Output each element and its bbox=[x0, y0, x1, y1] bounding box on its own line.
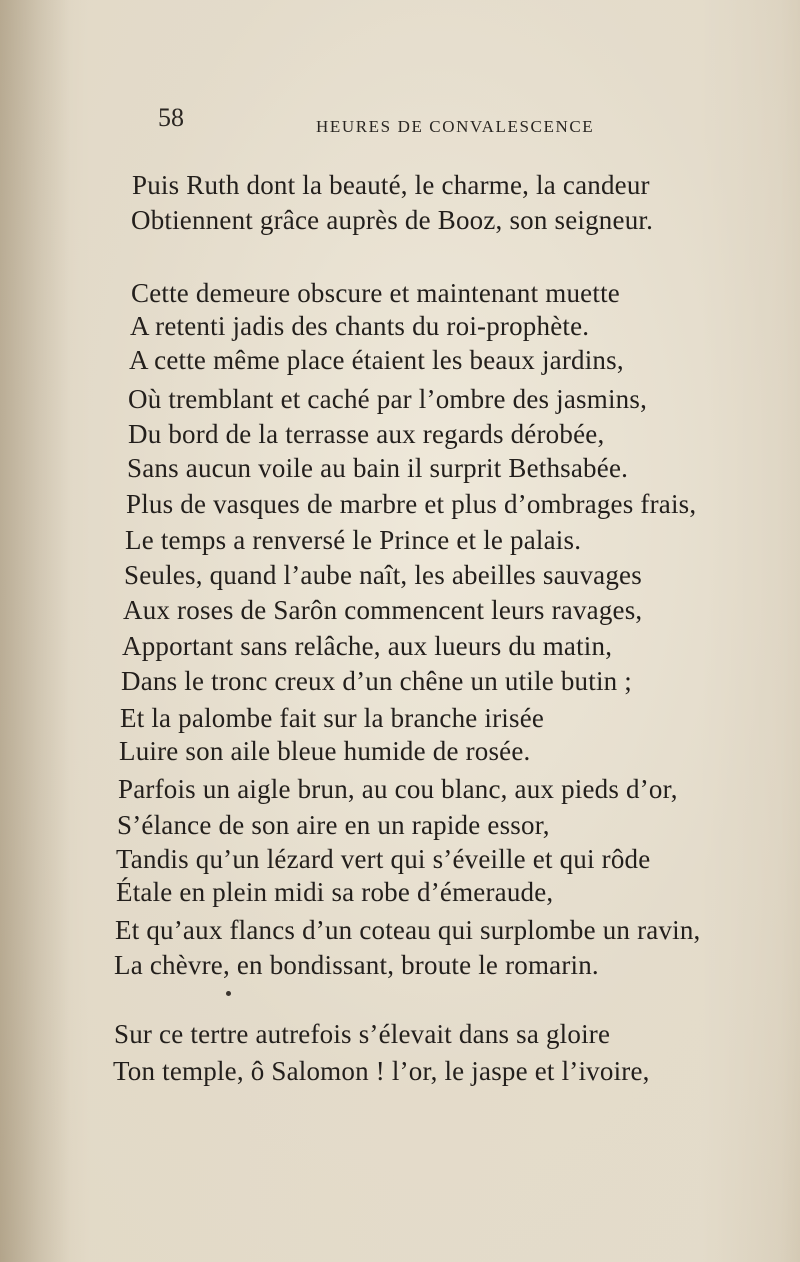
verse-line: Et la palombe fait sur la branche irisée bbox=[120, 703, 545, 733]
running-head: HEURES DE CONVALESCENCE bbox=[316, 117, 595, 136]
page-gutter-shadow bbox=[0, 0, 70, 1262]
verse-line: Aux roses de Sarôn commencent leurs ravages, bbox=[123, 595, 643, 625]
page-header bbox=[150, 103, 620, 139]
verse-line: S’élance de son aire en un rapide essor, bbox=[117, 810, 550, 840]
verse-line: Dans le tronc creux d’un chêne un utile butin ; bbox=[121, 666, 632, 696]
page-number: 58 bbox=[158, 103, 184, 132]
ornament-dot bbox=[226, 991, 231, 996]
verse-line: Apportant sans relâche, aux lueurs du matin, bbox=[122, 631, 613, 661]
verse-line: Luire son aile bleue humide de rosée. bbox=[119, 736, 531, 766]
verse-line: Parfois un aigle brun, au cou blanc, aux pieds d’or, bbox=[118, 774, 678, 804]
verse-line: Seules, quand l’aube naît, les abeilles sauvages bbox=[124, 560, 642, 590]
verse-line: Ton temple, ô Salomon ! l’or, le jaspe et l’ivoire, bbox=[113, 1056, 650, 1086]
verse-line: Cette demeure obscure et maintenant muette bbox=[131, 278, 620, 308]
verse-line: A retenti jadis des chants du roi-prophète. bbox=[130, 311, 590, 341]
verse-line: Tandis qu’un lézard vert qui s’éveille et qui rôde bbox=[116, 844, 651, 874]
verse-line: La chèvre, en bondissant, broute le romarin. bbox=[114, 950, 599, 980]
verse-line: Étale en plein midi sa robe d’émeraude, bbox=[116, 877, 554, 907]
verse-line: Sur ce tertre autrefois s’élevait dans sa gloire bbox=[114, 1019, 611, 1049]
verse-line: Obtiennent grâce auprès de Booz, son seigneur. bbox=[131, 205, 654, 235]
verse-line: Le temps a renversé le Prince et le palais. bbox=[125, 525, 582, 555]
verse-line: Où tremblant et caché par l’ombre des jasmins, bbox=[128, 384, 648, 414]
verse-line: Et qu’aux flancs d’un coteau qui surplombe un ravin, bbox=[115, 915, 701, 945]
verse-line: Plus de vasques de marbre et plus d’ombrages frais, bbox=[126, 489, 697, 519]
verse-line: Puis Ruth dont la beauté, le charme, la candeur bbox=[132, 170, 650, 200]
verse-line: A cette même place étaient les beaux jardins, bbox=[129, 345, 624, 375]
verse-line: Du bord de la terrasse aux regards dérobée, bbox=[128, 419, 605, 449]
verse-line: Sans aucun voile au bain il surprit Bethsabée. bbox=[127, 453, 629, 483]
